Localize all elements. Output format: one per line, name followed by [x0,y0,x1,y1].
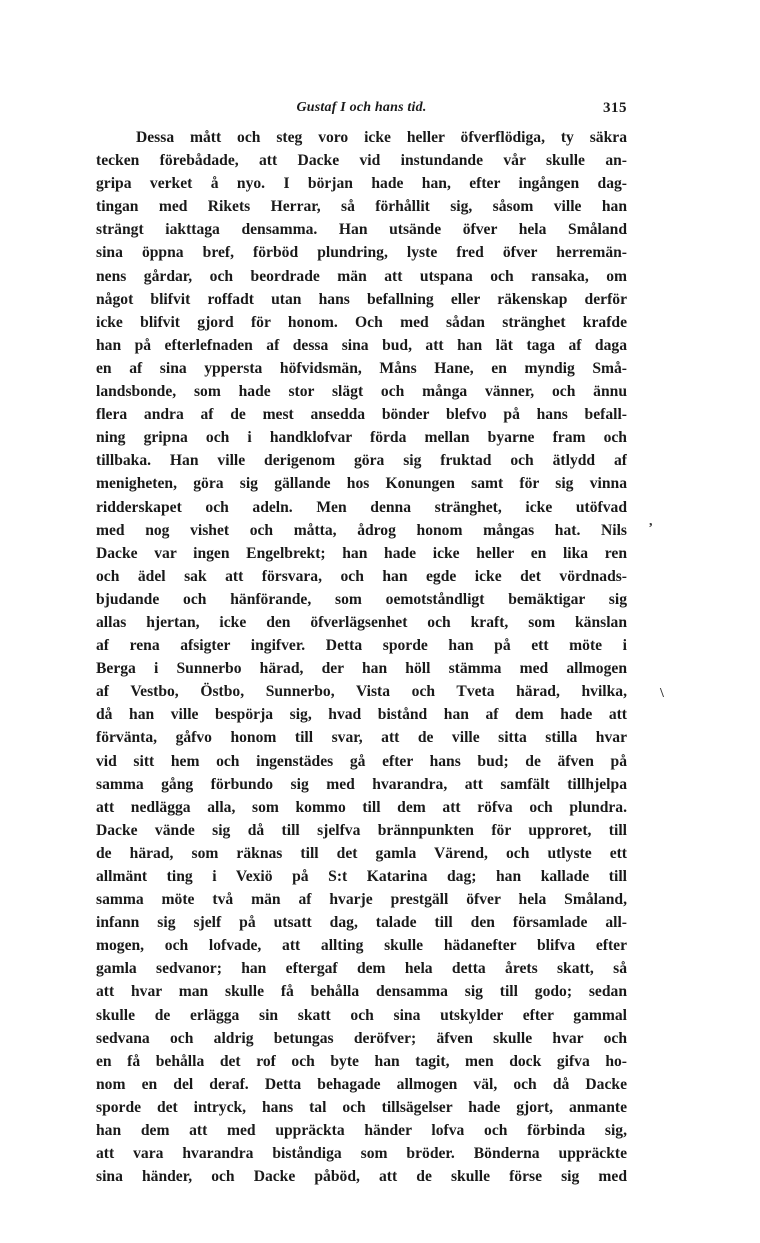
body-text [96,126,627,1188]
text-line: Dacke vände sig då till sjelfva brännpunkten för upproret, till [96,821,627,839]
text-line: tecken förebådade, att Dacke vid instundande vår skulle an- [96,152,627,170]
text-line: allas hjertan, icke den öfverlägsenhet och kraft, som känslan [96,613,627,631]
text-line: ridderskapet och adeln. Men denna stränghet, icke utöfvad [96,498,627,516]
text-line: att nedlägga alla, som kommo till dem att röfva och plundra. [96,798,627,816]
text-line: att hvar man skulle få behålla densamma sig till godo; sedan [96,983,627,1001]
text-line: strängt iakttaga densamma. Han utsände öfver hela Småland [96,221,627,239]
text-line: flera andra af de mest ansedda bönder blefvo på hans befall- [96,406,627,424]
text-line: icke blifvit gjord för honom. Och med sådan stränghet krafde [96,313,627,331]
running-title: Gustaf I och hans tid. [296,100,427,115]
text-line: nom en del deraf. Detta behagade allmogen väl, och då Dacke [96,1075,627,1093]
text-line: mogen, och lofvade, att allting skulle hädanefter blifva efter [96,937,627,955]
text-line: förvänta, gåfvo honom till svar, att de ville sitta stilla hvar [96,729,627,747]
text-line: då han ville bespörja sig, hvad bistånd han af dem hade att [96,706,627,724]
text-line: han dem att med uppräckta händer lofva och förbinda sig, [96,1122,627,1140]
text-line: skulle de erlägga sin skatt och sina utskylder efter gammal [96,1006,627,1024]
text-line: ning gripna och i handklofvar förda mellan byarne fram och [96,429,627,447]
text-line: att vara hvarandra biståndiga som bröder. Bönderna uppräckte [96,1145,627,1163]
text-line: Berga i Sunnerbo härad, der han höll stämma med allmogen [96,660,627,678]
text-line: bjudande och hänförande, som oemotståndligt bemäktigar sig [96,590,627,608]
text-line: samma möte två män af hvarje prestgäll öfver hela Småland, [96,891,627,909]
text-line: infann sig sjelf på utsatt dag, talade till den församlade all- [96,914,627,932]
text-line: sina händer, och Dacke påböd, att de skulle förse sig med [96,1168,627,1186]
text-line: de härad, som räknas till det gamla Värend, och utlyste ett [96,844,627,862]
text-line: han på efterlefnaden af dessa sina bud, att han lät taga af daga [96,336,627,354]
text-line: af Vestbo, Östbo, Sunnerbo, Vista och Tveta härad, hvilka, [96,683,627,701]
text-line: nens gårdar, och beordrade män att utspana och ransaka, om [96,267,627,285]
margin-mark: , [649,514,653,529]
text-line: Dessa mått och steg voro icke heller öfverflödiga, ty säkra [136,129,627,146]
text-line: landsbonde, som hade stor slägt och många vänner, och ännu [96,383,627,401]
text-line: tillbaka. Han ville derigenom göra sig fruktad och ätlydd af [96,452,627,470]
text-line: och ädel sak att försvara, och han egde icke det vördnads- [96,567,627,585]
text-line: gripa verket å nyo. I början hade han, efter ingången dag- [96,175,627,193]
text-line: en af sina yppersta höfvidsmän, Måns Hane, en myndig Små- [96,359,627,377]
text-line: sina öppna bref, förböd plundring, lyste fred öfver herremän- [96,244,627,262]
text-line: något blifvit roffadt utan hans befallning eller räkenskap derför [96,290,627,308]
text-line: tingan med Rikets Herrar, så förhållit sig, såsom ville han [96,198,627,216]
page-number: 315 [603,100,627,116]
text-line: sporde det intryck, hans tal och tillsägelser hade gjort, anmante [96,1098,627,1116]
text-line: med nog vishet och måtta, ådrog honom mångas hat. Nils [96,521,627,539]
text-line: af rena afsigter ingifver. Detta sporde han på ett möte i [96,637,627,655]
text-line: en få behålla det rof och byte han tagit, men dock gifva ho- [96,1052,627,1070]
text-line: menigheten, göra sig gällande hos Konungen samt för sig vinna [96,475,627,493]
running-head [96,100,627,124]
text-line: vid sitt hem och ingenstädes gå efter hans bud; de äfven på [96,752,627,770]
text-line: gamla sedvanor; han eftergaf dem hela detta årets skatt, så [96,960,627,978]
text-line: Dacke var ingen Engelbrekt; han hade icke heller en lika ren [96,544,627,562]
text-line: sedvana och aldrig betungas deröfver; äfven skulle hvar och [96,1029,627,1047]
margin-mark: \ [660,686,664,701]
text-line: samma gång förbundo sig med hvarandra, att samfält tillhjelpa [96,775,627,793]
text-line: allmänt ting i Vexiö på S:t Katarina dag; han kallade till [96,868,627,885]
